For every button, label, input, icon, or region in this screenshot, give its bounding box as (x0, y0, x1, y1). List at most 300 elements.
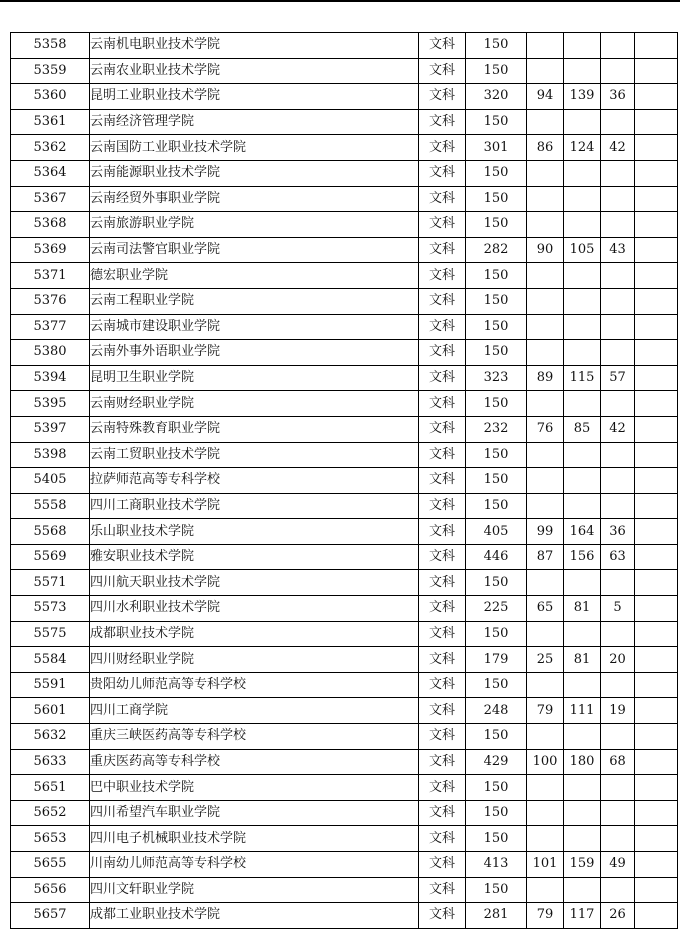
empty-cell (635, 519, 678, 545)
table-row (11, 877, 678, 903)
score-cell: 413 (466, 852, 527, 878)
school-name-cell: 四川希望汽车职业学院 (90, 800, 419, 826)
value-c-cell (601, 570, 635, 596)
school-code-cell: 5367 (11, 186, 90, 212)
value-c-cell (601, 877, 635, 903)
score-cell: 150 (466, 468, 527, 494)
table-row (11, 135, 678, 161)
value-b-cell (564, 621, 601, 647)
school-name-cell: 云南能源职业技术学院 (90, 160, 419, 186)
value-b-cell (564, 33, 601, 59)
empty-cell (635, 263, 678, 289)
subject-type-cell: 文科 (419, 621, 466, 647)
school-code-cell: 5394 (11, 365, 90, 391)
table-row (11, 365, 678, 391)
value-b-cell (564, 877, 601, 903)
school-code-cell: 5573 (11, 596, 90, 622)
subject-type-cell: 文科 (419, 109, 466, 135)
school-code-cell: 5652 (11, 800, 90, 826)
subject-type-cell: 文科 (419, 84, 466, 110)
value-b-cell: 105 (564, 237, 601, 263)
value-a-cell (527, 391, 564, 417)
value-b-cell (564, 212, 601, 238)
score-cell: 150 (466, 109, 527, 135)
subject-type-cell: 文科 (419, 58, 466, 84)
value-a-cell (527, 775, 564, 801)
value-c-cell (601, 314, 635, 340)
value-a-cell: 100 (527, 749, 564, 775)
subject-type-cell: 文科 (419, 314, 466, 340)
score-cell: 150 (466, 186, 527, 212)
school-name-cell: 云南财经职业学院 (90, 391, 419, 417)
school-name-cell: 拉萨师范高等专科学校 (90, 468, 419, 494)
value-c-cell (601, 800, 635, 826)
school-code-cell: 5359 (11, 58, 90, 84)
value-c-cell: 19 (601, 698, 635, 724)
school-code-cell: 5369 (11, 237, 90, 263)
subject-type-cell: 文科 (419, 33, 466, 59)
value-b-cell: 85 (564, 416, 601, 442)
table-row (11, 800, 678, 826)
value-b-cell: 180 (564, 749, 601, 775)
school-name-cell: 成都职业技术学院 (90, 621, 419, 647)
value-a-cell: 76 (527, 416, 564, 442)
value-b-cell (564, 724, 601, 750)
school-code-cell: 5371 (11, 263, 90, 289)
subject-type-cell: 文科 (419, 416, 466, 442)
score-cell: 150 (466, 263, 527, 289)
score-cell: 150 (466, 877, 527, 903)
value-b-cell: 117 (564, 903, 601, 929)
score-cell: 281 (466, 903, 527, 929)
table-row (11, 724, 678, 750)
school-name-cell: 云南司法警官职业学院 (90, 237, 419, 263)
value-b-cell (564, 442, 601, 468)
subject-type-cell: 文科 (419, 186, 466, 212)
table-row (11, 314, 678, 340)
school-code-cell: 5395 (11, 391, 90, 417)
value-b-cell (564, 109, 601, 135)
empty-cell (635, 903, 678, 929)
value-c-cell (601, 672, 635, 698)
subject-type-cell: 文科 (419, 724, 466, 750)
value-a-cell (527, 340, 564, 366)
value-b-cell: 156 (564, 544, 601, 570)
school-name-cell: 云南城市建设职业学院 (90, 314, 419, 340)
score-cell: 150 (466, 493, 527, 519)
value-a-cell: 86 (527, 135, 564, 161)
school-code-cell: 5601 (11, 698, 90, 724)
value-b-cell: 124 (564, 135, 601, 161)
score-cell: 405 (466, 519, 527, 545)
school-name-cell: 重庆三峡医药高等专科学校 (90, 724, 419, 750)
value-a-cell (527, 800, 564, 826)
value-c-cell (601, 493, 635, 519)
subject-type-cell: 文科 (419, 596, 466, 622)
value-a-cell (527, 314, 564, 340)
school-name-cell: 四川工商职业技术学院 (90, 493, 419, 519)
score-cell: 150 (466, 391, 527, 417)
value-c-cell (601, 468, 635, 494)
empty-cell (635, 544, 678, 570)
score-cell: 150 (466, 314, 527, 340)
school-name-cell: 云南特殊教育职业学院 (90, 416, 419, 442)
value-b-cell (564, 826, 601, 852)
subject-type-cell: 文科 (419, 442, 466, 468)
score-cell: 150 (466, 800, 527, 826)
school-code-cell: 5632 (11, 724, 90, 750)
value-b-cell (564, 800, 601, 826)
school-name-cell: 云南工程职业学院 (90, 288, 419, 314)
school-code-cell: 5397 (11, 416, 90, 442)
table-row (11, 160, 678, 186)
subject-type-cell: 文科 (419, 570, 466, 596)
value-b-cell (564, 493, 601, 519)
table-row (11, 698, 678, 724)
score-cell: 282 (466, 237, 527, 263)
school-name-cell: 云南机电职业技术学院 (90, 33, 419, 59)
table-row (11, 416, 678, 442)
empty-cell (635, 109, 678, 135)
value-b-cell (564, 186, 601, 212)
score-cell: 232 (466, 416, 527, 442)
empty-cell (635, 33, 678, 59)
value-c-cell: 68 (601, 749, 635, 775)
subject-type-cell: 文科 (419, 544, 466, 570)
table-row (11, 493, 678, 519)
score-cell: 150 (466, 621, 527, 647)
value-c-cell (601, 186, 635, 212)
subject-type-cell: 文科 (419, 698, 466, 724)
empty-cell (635, 775, 678, 801)
empty-cell (635, 852, 678, 878)
table-row (11, 33, 678, 59)
value-b-cell (564, 672, 601, 698)
school-name-cell: 四川财经职业学院 (90, 647, 419, 673)
table-row (11, 544, 678, 570)
empty-cell (635, 237, 678, 263)
score-cell: 429 (466, 749, 527, 775)
value-c-cell (601, 442, 635, 468)
empty-cell (635, 186, 678, 212)
subject-type-cell: 文科 (419, 468, 466, 494)
score-cell: 150 (466, 288, 527, 314)
value-a-cell (527, 186, 564, 212)
value-c-cell: 36 (601, 519, 635, 545)
subject-type-cell: 文科 (419, 749, 466, 775)
value-a-cell (527, 724, 564, 750)
value-a-cell (527, 58, 564, 84)
school-name-cell: 四川水利职业技术学院 (90, 596, 419, 622)
table-body (11, 33, 678, 929)
school-name-cell: 四川文轩职业学院 (90, 877, 419, 903)
value-a-cell: 79 (527, 903, 564, 929)
table-row (11, 647, 678, 673)
school-name-cell: 乐山职业技术学院 (90, 519, 419, 545)
value-b-cell (564, 160, 601, 186)
score-cell: 248 (466, 698, 527, 724)
value-b-cell (564, 288, 601, 314)
school-name-cell: 四川航天职业技术学院 (90, 570, 419, 596)
empty-cell (635, 314, 678, 340)
score-cell: 323 (466, 365, 527, 391)
score-cell: 150 (466, 212, 527, 238)
subject-type-cell: 文科 (419, 672, 466, 698)
empty-cell (635, 468, 678, 494)
table-row (11, 212, 678, 238)
school-code-cell: 5361 (11, 109, 90, 135)
score-cell: 150 (466, 340, 527, 366)
value-b-cell (564, 340, 601, 366)
school-name-cell: 云南外事外语职业学院 (90, 340, 419, 366)
value-b-cell: 139 (564, 84, 601, 110)
school-code-cell: 5377 (11, 314, 90, 340)
empty-cell (635, 84, 678, 110)
value-c-cell: 36 (601, 84, 635, 110)
value-b-cell: 111 (564, 698, 601, 724)
value-a-cell: 25 (527, 647, 564, 673)
school-code-cell: 5569 (11, 544, 90, 570)
subject-type-cell: 文科 (419, 160, 466, 186)
score-cell: 150 (466, 775, 527, 801)
table-row (11, 903, 678, 929)
value-b-cell: 164 (564, 519, 601, 545)
school-code-cell: 5568 (11, 519, 90, 545)
empty-cell (635, 365, 678, 391)
subject-type-cell: 文科 (419, 519, 466, 545)
value-c-cell (601, 826, 635, 852)
value-c-cell (601, 340, 635, 366)
school-code-cell: 5364 (11, 160, 90, 186)
table-row (11, 596, 678, 622)
empty-cell (635, 570, 678, 596)
subject-type-cell: 文科 (419, 775, 466, 801)
empty-cell (635, 621, 678, 647)
value-a-cell: 99 (527, 519, 564, 545)
school-code-cell: 5362 (11, 135, 90, 161)
table-row (11, 84, 678, 110)
value-c-cell: 43 (601, 237, 635, 263)
page-top-rule (0, 0, 680, 2)
subject-type-cell: 文科 (419, 365, 466, 391)
school-name-cell: 云南经济管理学院 (90, 109, 419, 135)
score-cell: 150 (466, 33, 527, 59)
empty-cell (635, 877, 678, 903)
value-b-cell (564, 775, 601, 801)
value-a-cell: 94 (527, 84, 564, 110)
score-cell: 150 (466, 826, 527, 852)
subject-type-cell: 文科 (419, 237, 466, 263)
value-a-cell (527, 33, 564, 59)
school-code-cell: 5633 (11, 749, 90, 775)
subject-type-cell: 文科 (419, 288, 466, 314)
empty-cell (635, 698, 678, 724)
subject-type-cell: 文科 (419, 493, 466, 519)
school-name-cell: 贵阳幼儿师范高等专科学校 (90, 672, 419, 698)
table-row (11, 852, 678, 878)
table-row (11, 186, 678, 212)
school-name-cell: 巴中职业技术学院 (90, 775, 419, 801)
school-name-cell: 云南农业职业技术学院 (90, 58, 419, 84)
value-a-cell (527, 160, 564, 186)
value-b-cell (564, 570, 601, 596)
value-c-cell (601, 212, 635, 238)
value-c-cell: 5 (601, 596, 635, 622)
school-code-cell: 5657 (11, 903, 90, 929)
value-a-cell (527, 493, 564, 519)
school-code-cell: 5591 (11, 672, 90, 698)
value-a-cell: 79 (527, 698, 564, 724)
school-name-cell: 四川电子机械职业技术学院 (90, 826, 419, 852)
subject-type-cell: 文科 (419, 212, 466, 238)
score-cell: 225 (466, 596, 527, 622)
table-row (11, 391, 678, 417)
score-cell: 320 (466, 84, 527, 110)
value-b-cell: 115 (564, 365, 601, 391)
table-row (11, 570, 678, 596)
empty-cell (635, 212, 678, 238)
empty-cell (635, 749, 678, 775)
value-c-cell (601, 775, 635, 801)
school-name-cell: 云南经贸外事职业学院 (90, 186, 419, 212)
score-cell: 150 (466, 58, 527, 84)
value-a-cell (527, 468, 564, 494)
value-b-cell (564, 468, 601, 494)
table-row (11, 519, 678, 545)
score-cell: 446 (466, 544, 527, 570)
admission-score-table (10, 32, 678, 929)
school-name-cell: 云南国防工业职业技术学院 (90, 135, 419, 161)
empty-cell (635, 135, 678, 161)
value-c-cell (601, 724, 635, 750)
value-c-cell: 63 (601, 544, 635, 570)
school-name-cell: 昆明工业职业技术学院 (90, 84, 419, 110)
score-cell: 150 (466, 160, 527, 186)
value-c-cell (601, 288, 635, 314)
empty-cell (635, 391, 678, 417)
school-name-cell: 川南幼儿师范高等专科学校 (90, 852, 419, 878)
score-cell: 179 (466, 647, 527, 673)
value-b-cell (564, 58, 601, 84)
school-code-cell: 5655 (11, 852, 90, 878)
subject-type-cell: 文科 (419, 391, 466, 417)
value-c-cell (601, 58, 635, 84)
subject-type-cell: 文科 (419, 800, 466, 826)
value-a-cell (527, 109, 564, 135)
empty-cell (635, 672, 678, 698)
school-name-cell: 成都工业职业技术学院 (90, 903, 419, 929)
school-name-cell: 云南工贸职业技术学院 (90, 442, 419, 468)
value-a-cell: 87 (527, 544, 564, 570)
value-b-cell (564, 263, 601, 289)
empty-cell (635, 826, 678, 852)
school-code-cell: 5360 (11, 84, 90, 110)
school-name-cell: 昆明卫生职业学院 (90, 365, 419, 391)
value-b-cell: 81 (564, 647, 601, 673)
empty-cell (635, 442, 678, 468)
value-a-cell (527, 621, 564, 647)
table-row (11, 58, 678, 84)
subject-type-cell: 文科 (419, 647, 466, 673)
table-row (11, 826, 678, 852)
value-a-cell: 101 (527, 852, 564, 878)
value-a-cell (527, 442, 564, 468)
score-cell: 150 (466, 442, 527, 468)
value-a-cell (527, 212, 564, 238)
empty-cell (635, 800, 678, 826)
value-c-cell: 42 (601, 135, 635, 161)
value-b-cell (564, 391, 601, 417)
table-row (11, 263, 678, 289)
table-row (11, 749, 678, 775)
school-code-cell: 5558 (11, 493, 90, 519)
school-name-cell: 德宏职业学院 (90, 263, 419, 289)
school-code-cell: 5653 (11, 826, 90, 852)
value-a-cell: 90 (527, 237, 564, 263)
value-a-cell (527, 826, 564, 852)
value-c-cell: 26 (601, 903, 635, 929)
empty-cell (635, 288, 678, 314)
value-b-cell: 159 (564, 852, 601, 878)
value-b-cell (564, 314, 601, 340)
empty-cell (635, 340, 678, 366)
subject-type-cell: 文科 (419, 903, 466, 929)
value-c-cell (601, 160, 635, 186)
school-code-cell: 5405 (11, 468, 90, 494)
value-a-cell (527, 263, 564, 289)
table-row (11, 468, 678, 494)
value-c-cell (601, 621, 635, 647)
school-code-cell: 5651 (11, 775, 90, 801)
value-c-cell: 42 (601, 416, 635, 442)
school-name-cell: 云南旅游职业学院 (90, 212, 419, 238)
school-name-cell: 四川工商学院 (90, 698, 419, 724)
subject-type-cell: 文科 (419, 826, 466, 852)
empty-cell (635, 647, 678, 673)
value-a-cell: 89 (527, 365, 564, 391)
school-code-cell: 5584 (11, 647, 90, 673)
value-a-cell (527, 877, 564, 903)
empty-cell (635, 58, 678, 84)
value-a-cell (527, 288, 564, 314)
school-name-cell: 雅安职业技术学院 (90, 544, 419, 570)
value-a-cell (527, 672, 564, 698)
school-name-cell: 重庆医药高等专科学校 (90, 749, 419, 775)
table-row (11, 775, 678, 801)
value-b-cell: 81 (564, 596, 601, 622)
value-a-cell (527, 570, 564, 596)
value-c-cell (601, 391, 635, 417)
table-row (11, 621, 678, 647)
table-row (11, 237, 678, 263)
value-c-cell: 20 (601, 647, 635, 673)
score-cell: 150 (466, 724, 527, 750)
score-cell: 301 (466, 135, 527, 161)
school-code-cell: 5380 (11, 340, 90, 366)
subject-type-cell: 文科 (419, 135, 466, 161)
empty-cell (635, 416, 678, 442)
school-code-cell: 5376 (11, 288, 90, 314)
school-code-cell: 5398 (11, 442, 90, 468)
empty-cell (635, 724, 678, 750)
school-code-cell: 5575 (11, 621, 90, 647)
score-cell: 150 (466, 570, 527, 596)
table-row (11, 442, 678, 468)
value-c-cell (601, 33, 635, 59)
subject-type-cell: 文科 (419, 340, 466, 366)
table-row (11, 672, 678, 698)
value-c-cell: 49 (601, 852, 635, 878)
